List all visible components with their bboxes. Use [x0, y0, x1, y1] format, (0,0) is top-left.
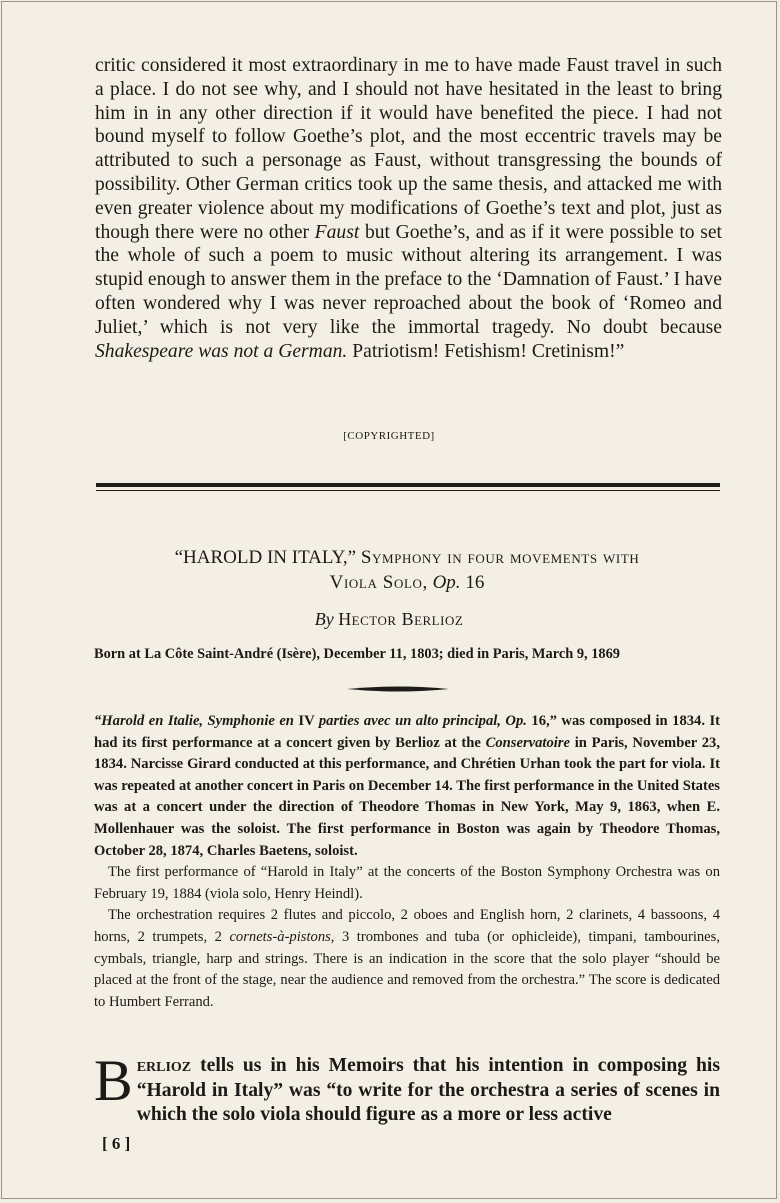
program-notes	[94, 711, 720, 1013]
opening-text-2: but Goethe’s, and as if it were possible to set the whole of such a poem to music without altering its arrangement. I was stupid enough to answer them in the preface to the ‘Damnation of Faust.’ I have often wondered why I was never reproached about the book of ‘Romeo and Juliet,’ which is not very like the immortal tragedy. No doubt because	[95, 221, 722, 338]
book-page	[1, 1, 777, 1199]
title-opus-label: Op.	[432, 572, 461, 593]
notes-cornets: cornets-à-pistons,	[229, 928, 335, 945]
notes-text-b: in Paris, November 23, 1834. Narcisse Girard conducted at this performance, and Chrétien Urhan took the part for viola. It was repeated at another concert in Paris on December 14. The first performance in the United States was at a concert under the direction of Theodore Thomas in New York, May 9, 1863, when E. Mollenhauer was the soloist. The first performance in Boston was again by Theodore Thomas, October 28, 1874, Charles Baetens, soloist.	[94, 734, 720, 859]
section-title	[92, 545, 722, 595]
closing-text: tells us in his Memoirs that his intention in composing his “Harold in Italy” was “to write for the orchestra a series of scenes in which the solo viola should figure as a more or less active	[136, 1055, 720, 1125]
notes-orchestration-a: The orchestration requires 2 flutes and piccolo, 2 oboes and English horn, 2 clarinets, 4 bassoons, 4 horns, 2 trumpets, 2	[94, 907, 720, 945]
byline-by: By	[314, 609, 334, 629]
opening-paragraph	[95, 54, 722, 363]
notes-conservatoire: Conservatoire	[485, 734, 570, 751]
opening-faust-italic: Faust	[314, 221, 360, 243]
drop-cap: B	[94, 1048, 133, 1113]
opening-text-3: Patriotism! Fetishism! Cretinism!”	[347, 340, 625, 362]
closing-paragraph	[94, 1048, 720, 1128]
notes-italic-title: “Harold en Italie, Symphonie en	[94, 713, 294, 729]
notes-orchestration-b: 3 trombones and tuba (or ophicleide), timpani, tambourines, cymbals, triangle, harp and strings. There is an indication in the score that the solo player “should be placed at the front of the stage, near the audience and removed from the orchestra.” The score is dedicated to Humbert Ferrand.	[94, 928, 720, 1010]
title-subtitle-line1: Symphony in four movements with	[360, 547, 640, 568]
title-opus-number: 16	[465, 572, 485, 593]
notes-paragraph-3	[94, 905, 720, 1013]
title-main: “HAROLD IN ITALY,”	[174, 547, 357, 568]
notes-roman-numeral: IV	[298, 713, 315, 729]
opening-shakespeare-italic: Shakespeare was not a German.	[95, 340, 348, 362]
copyright-notice: [COPYRIGHTED]	[343, 430, 435, 442]
closing-smallcaps: erlioz	[136, 1055, 192, 1076]
section-divider-rule	[96, 483, 720, 487]
byline-author: Hector Berlioz	[338, 609, 464, 629]
notes-paragraph-1	[94, 711, 720, 862]
notes-italic-title-2: parties avec un alto principal, Op.	[318, 713, 527, 729]
notes-paragraph-2: The first performance of “Harold in Italy” at the concerts of the Boston Symphony Orchestra was on February 19, 1884 (viola solo, Henry Heindl).	[94, 864, 720, 902]
title-subtitle-line2: Viola Solo,	[329, 572, 428, 593]
byline	[2, 609, 776, 630]
page-number: [ 6 ]	[102, 1134, 131, 1153]
opening-text-1: critic considered it most extraordinary in me to have made Faust travel in such a place. I do not see why, and I should not have hesitated in the least to bring him in in any other direction if it would have benefited the piece. I had not bound myself to follow Goethe’s plot, and the most eccentric travels may be attributed to such a personage as Faust, without transgressing the bounds of possibility. Other German critics took up the same thesis, and attacked me with even greater violence about my modifications of Goethe’s text and plot, just as though there were no other	[95, 55, 722, 243]
notes-text-a: 16,” was composed in 1834. It had its first performance at a concert given by Berlioz at the	[94, 713, 720, 751]
ornament-rule	[347, 683, 449, 695]
composer-dates: Born at La Côte Saint-André (Isère), December 11, 1803; died in Paris, March 9, 1869	[94, 646, 621, 662]
